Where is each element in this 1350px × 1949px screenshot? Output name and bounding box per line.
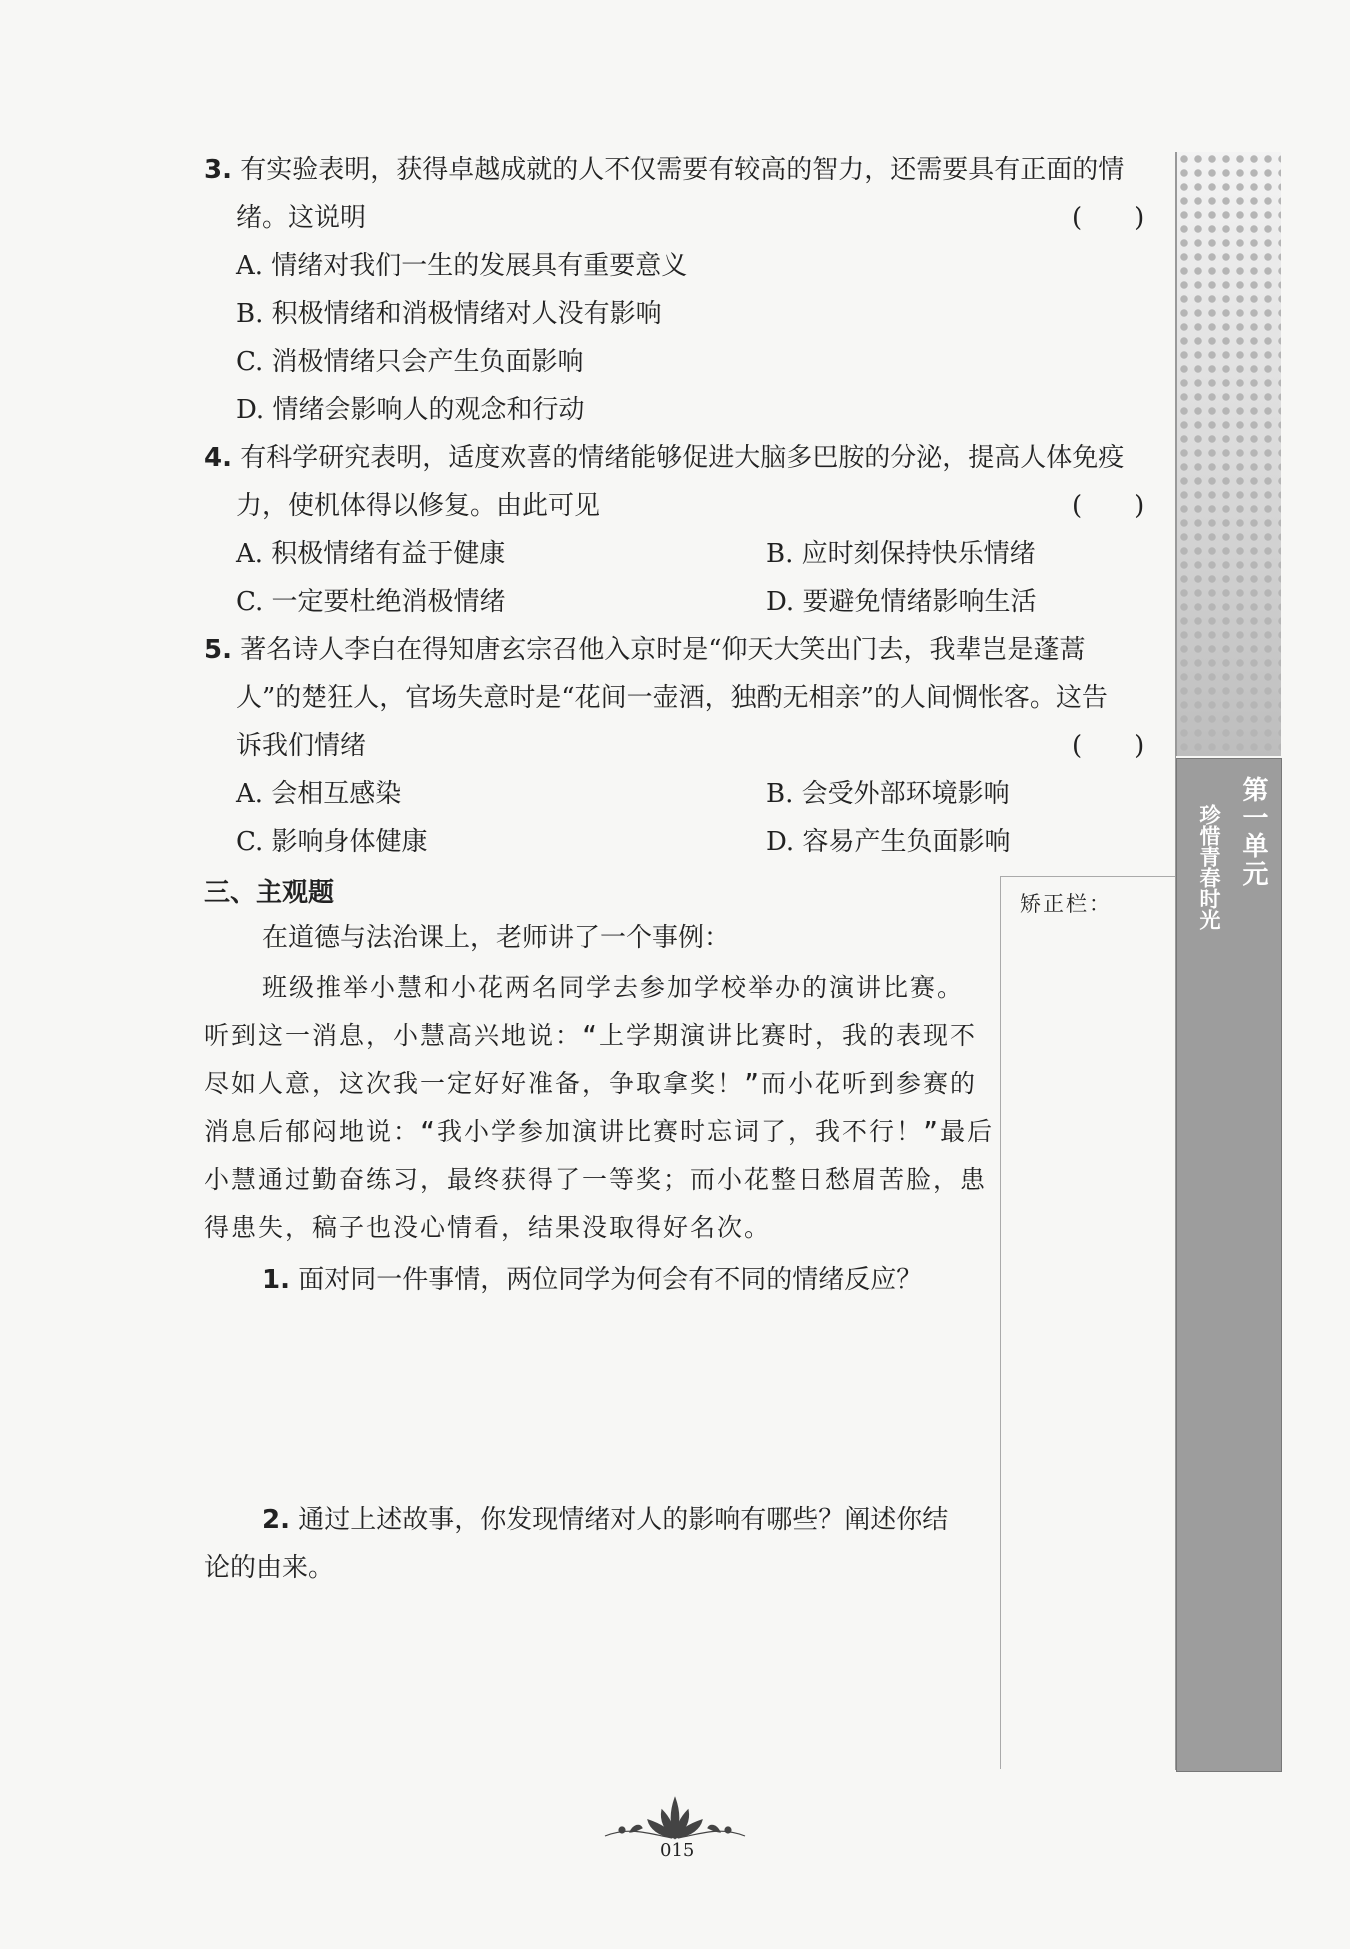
- unit-subtitle: 珍惜青春时光: [1197, 804, 1221, 930]
- sub-question-1-number: 1.: [262, 1265, 290, 1295]
- question-5-line1: [204, 626, 1086, 674]
- sub-question-2-number: 2.: [262, 1505, 290, 1535]
- question-5-number: 5.: [204, 635, 232, 665]
- question-5-option-b: B. 会受外部环境影响: [766, 779, 1010, 809]
- question-3-number: 3.: [204, 155, 232, 185]
- question-4-number: 4.: [204, 443, 232, 473]
- page-number: 015: [660, 1840, 695, 1861]
- sub-question-2-line2: 论的由来。: [204, 1553, 335, 1583]
- question-3-option-d: D. 情绪会影响人的观念和行动: [236, 395, 585, 425]
- question-4-option-a: A. 积极情绪有益于健康: [236, 539, 506, 569]
- story-line: 消息后郁闷地说：“我小学参加演讲比赛时忘词了，我不行！”最后: [204, 1117, 995, 1146]
- question-5-text: 著名诗人李白在得知唐玄宗召他入京时是“仰天大笑出门去，我辈岂是蓬蒿: [240, 635, 1086, 665]
- section-title: 三、主观题: [204, 878, 335, 908]
- story-line: 小慧通过勤奋练习，最终获得了一等奖；而小花整日愁眉苦脸，患: [204, 1165, 988, 1194]
- question-3-answer-paren: ( ): [1072, 203, 1145, 233]
- question-4-option-b: B. 应时刻保持快乐情绪: [766, 539, 1036, 569]
- sub-question-2-text: 通过上述故事，你发现情绪对人的影响有哪些？阐述你结: [298, 1505, 949, 1535]
- question-5-answer-paren: ( ): [1072, 731, 1145, 761]
- question-3-line2: 绪。这说明: [236, 203, 367, 233]
- question-3-line1: [204, 146, 1124, 194]
- story-line: 班级推举小慧和小花两名同学去参加学校举办的演讲比赛。: [262, 973, 965, 1002]
- question-4-line2: 力，使机体得以修复。由此可见: [236, 491, 601, 521]
- question-3-option-b: B. 积极情绪和消极情绪对人没有影响: [236, 299, 662, 329]
- correction-label: 矫正栏：: [1020, 892, 1112, 916]
- question-5-option-c: C. 影响身体健康: [236, 827, 428, 857]
- question-4-text: 有科学研究表明，适度欢喜的情绪能够促进大脑多巴胺的分泌，提高人体免疫: [240, 443, 1125, 473]
- side-pattern: [1176, 152, 1281, 756]
- question-5-option-d: D. 容易产生负面影响: [766, 827, 1011, 857]
- question-4-option-c: C. 一定要杜绝消极情绪: [236, 587, 506, 617]
- story-line: 听到这一消息，小慧高兴地说：“上学期演讲比赛时，我的表现不: [204, 1021, 978, 1050]
- question-5-line3: 诉我们情绪: [236, 731, 367, 761]
- side-tab: [1176, 758, 1282, 1772]
- sub-question-2: [262, 1496, 948, 1544]
- question-3-text: 有实验表明，获得卓越成就的人不仅需要有较高的智力，还需要具有正面的情: [240, 155, 1125, 185]
- question-3-option-a: A. 情绪对我们一生的发展具有重要意义: [236, 251, 688, 281]
- question-4-answer-paren: ( ): [1072, 491, 1145, 521]
- section-intro: 在道德与法治课上，老师讲了一个事例：: [262, 923, 731, 953]
- story-line: 尽如人意，这次我一定好好准备，争取拿奖！”而小花听到参赛的: [204, 1069, 978, 1098]
- correction-box: [1000, 876, 1175, 1769]
- question-5-line2: 人”的楚狂人，官场失意时是“花间一壶酒，独酌无相亲”的人间惆怅客。这告: [236, 683, 1108, 713]
- question-4-option-d: D. 要避免情绪影响生活: [766, 587, 1037, 617]
- unit-title: 第一单元: [1238, 776, 1268, 888]
- question-4-line1: [204, 434, 1124, 482]
- question-5-option-a: A. 会相互感染: [236, 779, 402, 809]
- story-line: 得患失，稿子也没心情看，结果没取得好名次。: [204, 1213, 772, 1242]
- sub-question-1-text: 面对同一件事情，两位同学为何会有不同的情绪反应？: [298, 1265, 923, 1295]
- sub-question-1: [262, 1256, 922, 1304]
- question-3-option-c: C. 消极情绪只会产生负面影响: [236, 347, 584, 377]
